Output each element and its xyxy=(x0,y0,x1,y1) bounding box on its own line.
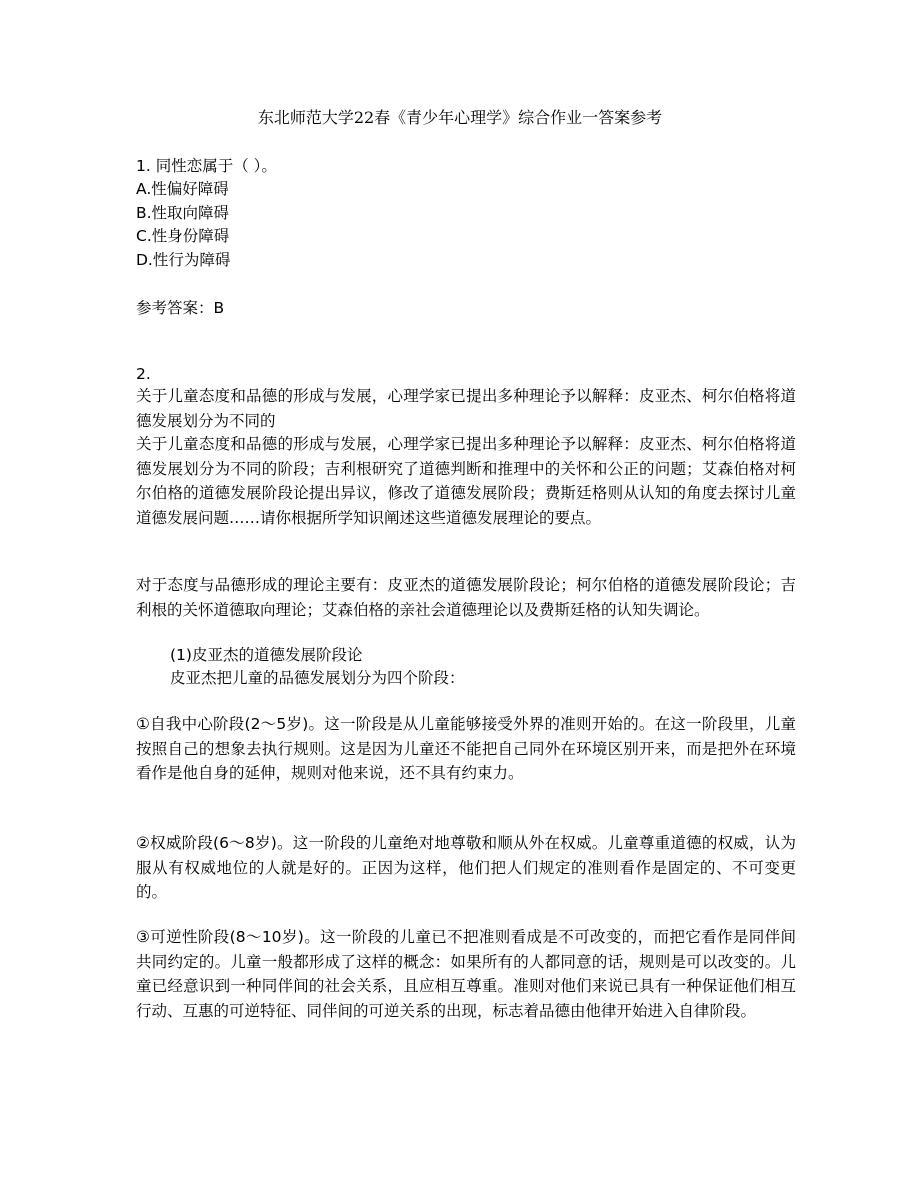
stage-2-paragraph: ②权威阶段(6～8岁)。这一阶段的儿童绝对地尊敬和顺从外在权威。儿童尊重道德的权威，认为服从有权威地位的人就是好的。正因为这样，他们把人们规定的准则看作是固定的、不可变更的。 xyxy=(136,834,796,901)
question-1-option-a: A.性偏好障碍 xyxy=(136,180,229,198)
question-1-option-d: D.性行为障碍 xyxy=(136,251,231,269)
stage-3-paragraph: ③可逆性阶段(8～10岁)。这一阶段的儿童已不把准则看成是不可改变的，而把它看作是同伴间共同约定的。儿童一般都形成了这样的概念：如果所有的人都同意的话，规则是可以改变的。儿童已经意识到一种同伴间的社会关系，且应相互尊重。准则对他们来说已具有一种保证他们相互行动、互惠的可逆特征、同伴间的可逆关系的出现，标志着品德由他律开始进入自律阶段。 xyxy=(136,928,796,1020)
question-2-answer-intro: 对于态度与品德形成的理论主要有：皮亚杰的道德发展阶段论；柯尔伯格的道德发展阶段论；吉利根的关怀道德取向理论；艾森伯格的亲社会道德理论以及费斯廷格的认知失调论。 xyxy=(136,576,796,619)
question-2-short-stem: 关于儿童态度和品德的形成与发展，心理学家已提出多种理论予以解释：皮亚杰、柯尔伯格将道德发展划分为不同的 xyxy=(136,387,796,430)
section-intro: 皮亚杰把儿童的品德发展划分为四个阶段： xyxy=(170,669,465,687)
stage-1-paragraph: ①自我中心阶段(2～5岁)。这一阶段是从儿童能够接受外界的准则开始的。在这一阶段里，儿童按照自己的想象去执行规则。这是因为儿童还不能把自己同外在环境区别开来，而是把外在环境看作是他自身的延伸，规则对他来说，还不具有约束力。 xyxy=(136,715,796,782)
section-heading: (1)皮亚杰的道德发展阶段论 xyxy=(170,646,363,664)
question-1-option-c: C.性身份障碍 xyxy=(136,227,230,245)
document-title: 东北师范大学22春《青少年心理学》综合作业一答案参考 xyxy=(257,108,663,127)
question-1-stem: 1. 同性恋属于（ ）。 xyxy=(136,157,277,175)
question-2-number: 2. xyxy=(136,365,151,383)
question-2-full-stem: 关于儿童态度和品德的形成与发展，心理学家已提出多种理论予以解释：皮亚杰、柯尔伯格将道德发展划分为不同的阶段；吉利根研究了道德判断和推理中的关怀和公正的问题；艾森伯格对柯尔伯格的道德发展阶段论提出异议，修改了道德发展阶段；费斯廷格则从认知的角度去探讨儿童道德发展问题……请你根据所学知识阐述这些道德发展理论的要点。 xyxy=(136,435,796,527)
question-1-answer: 参考答案：B xyxy=(136,299,225,317)
question-1-option-b: B.性取向障碍 xyxy=(136,204,230,222)
